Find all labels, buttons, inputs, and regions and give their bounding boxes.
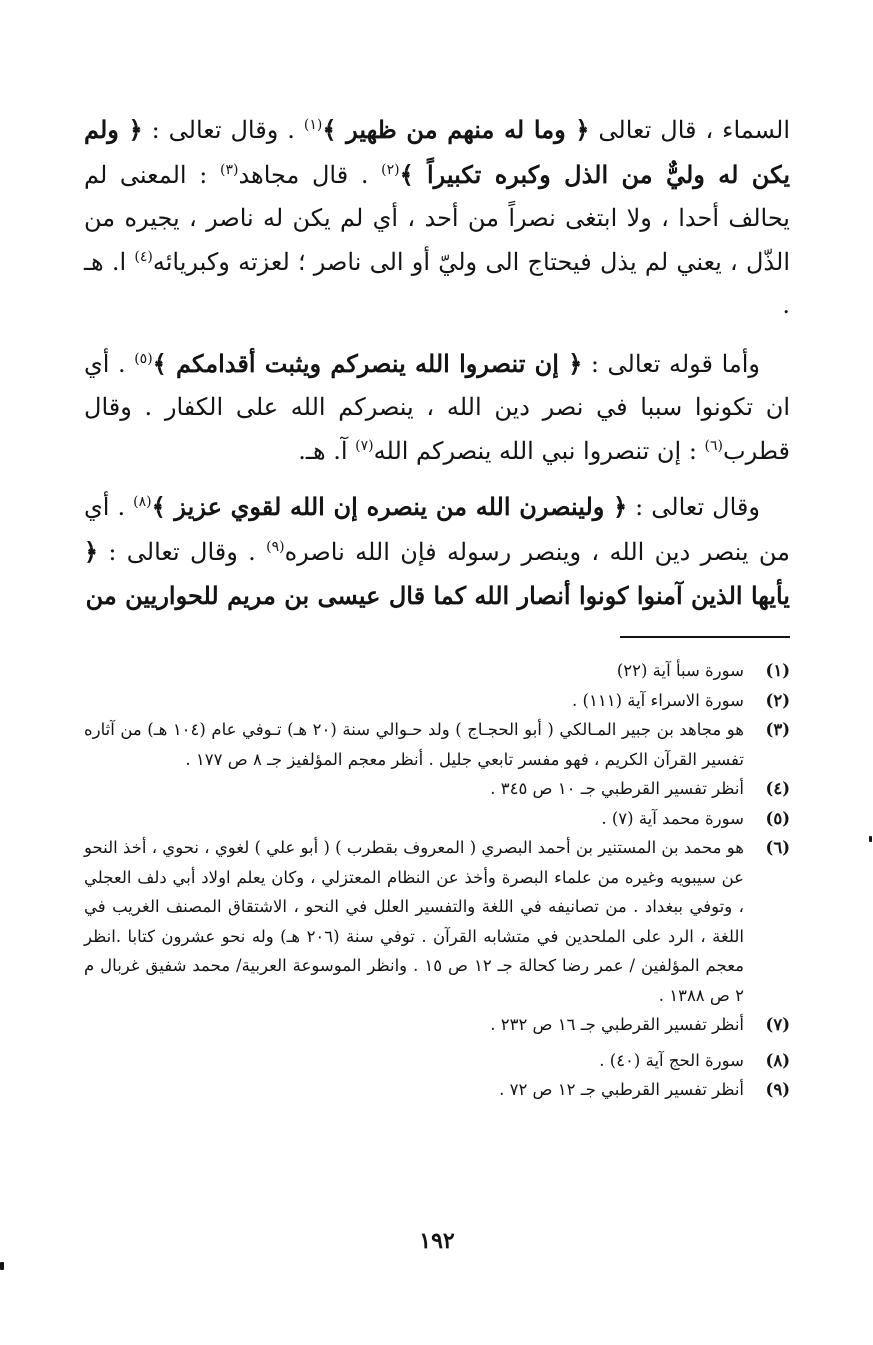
footnote xyxy=(84,1075,790,1105)
footnote xyxy=(84,774,790,804)
footnote-number: (٤) xyxy=(765,779,790,798)
footnote-number: (٨) xyxy=(765,1050,790,1070)
text-run: . أي من ينصر دين الله ، وينصر رسوله فإن الله ناصره xyxy=(84,493,791,566)
footnote-text: سورة الحج آية (٤٠) . xyxy=(599,1050,744,1070)
footnote-ref[interactable]: (٤) xyxy=(134,248,153,265)
footnote-ref[interactable]: (١) xyxy=(303,117,323,133)
footnote-ref[interactable]: (٥) xyxy=(134,350,153,367)
footnote-text: سورة الاسراء آية (١١١) . xyxy=(572,690,744,710)
text-run: آ. هـ. xyxy=(298,436,356,465)
footnote-ref[interactable]: (٩) xyxy=(266,538,285,555)
paragraph-1 xyxy=(84,108,790,328)
footnote-text: أنظر تفسير القرطبي جـ ١٢ ص ٧٢ . xyxy=(499,1080,744,1099)
paragraph-2 xyxy=(84,342,790,474)
footnote-number: (٦) xyxy=(765,838,790,857)
book-page xyxy=(84,108,790,1268)
quran-verse: ﴿ ولم يكن له وليٌّ من الذل وكبره تكبيراً ﴾ xyxy=(84,115,791,189)
quran-verse: ﴿ وما له منهم من ظهير ﴾ xyxy=(322,115,590,144)
footnote xyxy=(84,1046,790,1076)
footnotes xyxy=(84,656,790,1105)
scan-speck xyxy=(869,836,872,842)
text-run: . وقال تعالى : xyxy=(98,537,267,566)
footnote-number: (٢) xyxy=(765,690,790,710)
footnote-number: (٥) xyxy=(765,808,790,828)
text-run: : المعنى لم يحالف أحدا ، ولا ابتغى نصراً من أحد ، أي لم يكن له ناصر ، يجيره من الذّل ، يعني لم يذل فيحتاج الى وليّ أو الى ناصر ؛ لعزته وكبريائه xyxy=(84,160,790,276)
footnote-number: (١) xyxy=(765,661,790,680)
footnote-text: هو محمد بن المستنير بن أحمد البصري ( المعروف بقطرب ) ( أبو علي ) لغوي ، نحوي ، أخذ النحو عن سيبويه وغيره من علماء البصرة وأخذ عن النظام المعتزلي ، وكان يعلم اولاد أبي دلف العجلي ، وتوفي ببغداد . من تصانيفه في اللغة والتفسير العلل في النحو ، الاشتقاق المصنف الغريب في اللغة ، الرد على الملحدين في متشابه القرآن . توفي سنة (٢٠٦ هـ) وله نحو عشرون كتابا .انظر معجم المؤلفين / عمر رضا كحالة جـ ١٢ ص ١٥ . وانظر الموسوعة العربية/ محمد شفيق غربال م ٢ ص ١٣٨٨ . xyxy=(84,838,744,1005)
footnote-number: (٣) xyxy=(765,720,790,739)
footnote xyxy=(84,656,790,686)
footnote-ref[interactable]: (٦) xyxy=(704,437,723,454)
footnote xyxy=(84,833,790,1010)
footnote xyxy=(84,715,790,774)
footnote-ref[interactable]: (٨) xyxy=(133,494,152,510)
page-number: ١٩٢ xyxy=(419,1228,455,1254)
scan-speck xyxy=(0,1262,4,1270)
main-text xyxy=(84,108,790,619)
text-run: وأما قوله تعالى : xyxy=(582,349,760,378)
footnote-separator xyxy=(620,636,790,638)
footnote xyxy=(84,686,790,716)
footnote xyxy=(84,1010,790,1040)
text-run: السماء ، قال تعالى xyxy=(589,116,791,144)
footnote-ref[interactable]: (٧) xyxy=(355,437,374,454)
footnote-ref[interactable]: (٢) xyxy=(381,161,400,178)
footnote-number: (٩) xyxy=(765,1080,790,1099)
quran-verse: ﴿ إن تنصروا الله ينصركم ويثبت أقدامكم ﴾ xyxy=(152,348,583,378)
text-run: . أي ان تكونوا سببا في نصر دين الله ، ينصركم الله على الكفار . وقال قطرب xyxy=(84,349,790,465)
footnote xyxy=(84,804,790,834)
footnote-ref[interactable]: (٣) xyxy=(219,161,239,178)
text-run: وقال تعالى : xyxy=(627,493,760,521)
paragraph-3 xyxy=(84,485,790,619)
quran-verse: ﴿ يأيها الذين آمنوا كونوا أنصار الله كما قال عيسى بن مريم للحواريين من xyxy=(84,536,790,610)
footnote-text: سورة محمد آية (٧) . xyxy=(601,808,744,828)
text-run: . قال مجاهد xyxy=(238,160,382,189)
footnote-text: أنظر تفسير القرطبي جـ ١٦ ص ٢٣٢ . xyxy=(490,1015,744,1034)
text-run: ا. هـ . xyxy=(84,247,790,319)
footnote-text: سورة سبأ آية (٢٢) xyxy=(616,661,744,680)
quran-verse: ﴿ ولينصرن الله من ينصره إن الله لقوي عزيز ﴾ xyxy=(151,492,628,521)
footnote-text: أنظر تفسير القرطبي جـ ١٠ ص ٣٤٥ . xyxy=(490,779,744,798)
footnote-text: هو مجاهد بن جبير المـالكي ( أبو الحجـاج ) ولد حـوالي سنة (٢٠ هـ) تـوفي عام (١٠٤ هـ) من آثاره تفسير القرآن الكريم ، فهو مفسر تابعي جليل . أنظر معجم المؤلفيز جـ ٨ ص ١٧٧ . xyxy=(84,720,744,769)
footnote-number: (٧) xyxy=(765,1015,790,1034)
text-run: : إن تنصروا نبي الله ينصركم الله xyxy=(373,436,705,465)
text-run: . وقال تعالى : xyxy=(142,116,304,144)
